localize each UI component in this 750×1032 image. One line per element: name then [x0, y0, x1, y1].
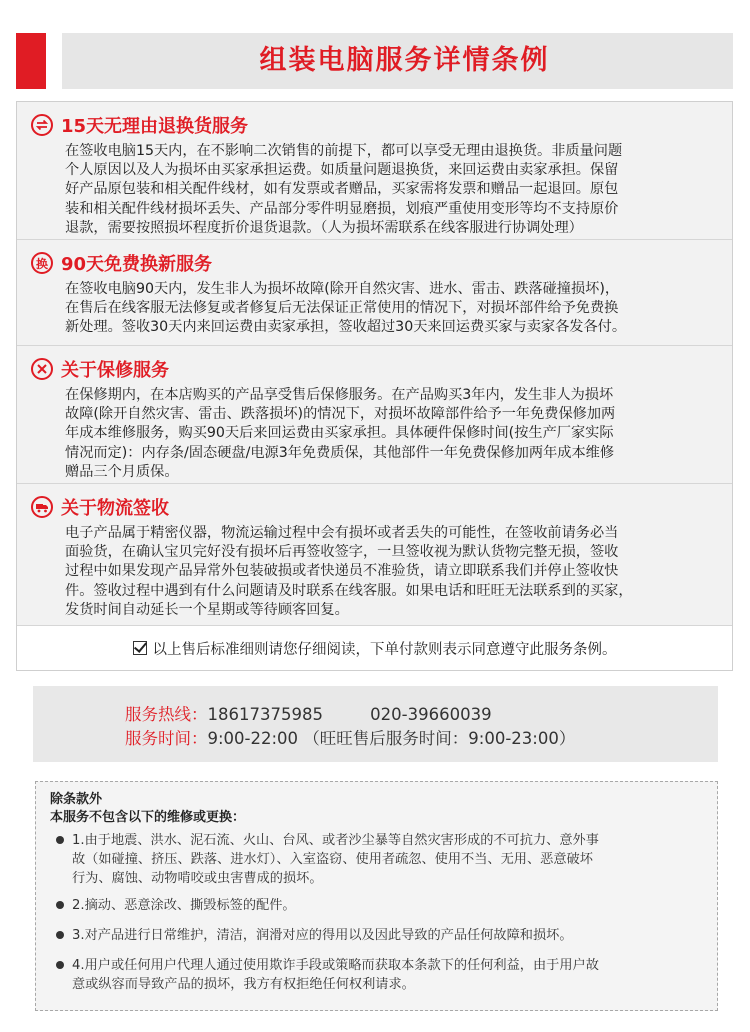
body-line: 过程中如果发现产品异常外包装破损或者快递员不准验货，请立即联系我们并停止签收快 [65, 563, 619, 580]
item-line: 故（如碰撞、挤压、跌落、进水灯）、入室盗窃、使用者疏忽、使用不当、无用、恶意破坏 [72, 852, 593, 867]
body-line: 在签收电脑90天内，发生非人为损坏故障(除开自然灾害、进水、雷击、跌落碰撞损坏)， [65, 281, 620, 297]
item-line: 4.用户或任何用户代理人通过使用欺诈手段或策略而获取本条款下的任何利益，由于用户故 [72, 958, 599, 973]
body-line: 年成本维修服务，购买90天后来回运费由买家承担。具体硬件保修时间(按生产厂家实际 [65, 425, 614, 442]
body-line: 面验货，在确认宝贝完好没有损坏后再签收签字，一旦签收视为默认货物完整无损，签收 [65, 544, 619, 561]
body-line: 退款，需要按照损坏程度折价退货退款。（人为损坏需联系在线客服进行协调处理） [65, 219, 583, 236]
section-title-row [31, 250, 212, 276]
body-line: 发货时间自动延长一个星期或等待顾客回复。 [65, 601, 349, 618]
section-title-row [31, 112, 248, 138]
page-header [16, 33, 733, 89]
bullet-icon [56, 901, 64, 909]
body-line: 在签收电脑15天内，在不影响二次销售的前提下，都可以享受无理由退换货。非质量问题 [65, 143, 623, 159]
header-accent-gap [46, 33, 62, 89]
page-title: 组装电脑服务详情条例 [259, 45, 550, 76]
section-replace-90-days [17, 240, 732, 346]
service-hotline-panel [33, 686, 718, 762]
exclusions-panel [35, 781, 718, 1011]
section-title: 关于物流签收 [61, 498, 169, 519]
body-line: 个人原因以及人为损坏由买家承担运费。如质量问题退换货，来回运费由卖家承担。保留 [65, 162, 619, 179]
section-body [65, 280, 718, 338]
hotline-numbers: 18617375985 020-39660039 [207, 705, 492, 724]
section-warranty [17, 346, 732, 484]
section-title: 关于保修服务 [61, 360, 169, 381]
body-line: 电子产品属于精密仪器，物流运输过程中会有损坏或者丢失的可能性，在签收前请务必当 [65, 525, 619, 541]
section-title-row [31, 494, 169, 520]
header-accent-bar [16, 33, 46, 89]
exclusion-item [72, 926, 703, 945]
checkbox-checked-icon [133, 641, 147, 655]
service-time-label: 服务时间： [125, 729, 208, 748]
agreement-text: 以上售后标准细则请您仔细阅读，下单付款则表示同意遵守此服务条例。 [152, 641, 617, 658]
swap-icon: 换 [31, 252, 53, 274]
terms-box [16, 101, 733, 671]
item-line: 3.对产品进行日常维护，清洁，润滑对应的得用以及因此导致的产品任何故障和损坏。 [72, 928, 573, 943]
bullet-icon [56, 836, 64, 844]
exclusions-subheading: 本服务不包含以下的维修或更换： [50, 810, 246, 825]
body-line: 装和相关配件线材损坏丢失、产品部分零件明显磨损，划痕严重使用变形等均不支持原价 [65, 200, 619, 217]
body-line: 故障(除开自然灾害、雷击、跌落损坏)的情况下，对损坏故障部件给予一年免费保修加两 [65, 406, 616, 423]
hotline-label: 服务热线： [125, 705, 208, 724]
exchange-icon [31, 114, 53, 136]
body-line: 好产品原包装和相关配件线材，如有发票或者赠品，买家需将发票和赠品一起退回。原包 [65, 181, 619, 198]
item-line: 意或纵容而导致产品的损坏，我方有权拒绝任何权利请求。 [72, 977, 415, 992]
section-return-15-days [17, 102, 732, 240]
service-time-values: 9:00-22:00 （旺旺售后服务时间：9:00-23:00） [207, 729, 576, 748]
truck-icon [31, 496, 53, 518]
body-line: 情况而定)：内存条/固态硬盘/电源3年免费质保，其他部件一年免费保修加两年成本维修 [65, 444, 615, 461]
body-line: 在保修期内，在本店购买的产品享受售后保修服务。在产品购买3年内，发生非人为损坏 [65, 387, 614, 403]
body-line: 新处理。签收30天内来回运费由卖家承担，签收超过30天来回运费买家与卖家各发各付。 [65, 319, 627, 336]
hotline-row [125, 704, 492, 726]
exclusion-item [72, 831, 703, 888]
exclusion-item [72, 956, 703, 994]
section-body [65, 386, 718, 482]
bullet-icon [56, 961, 64, 969]
agreement-notice [17, 626, 732, 670]
section-logistics [17, 484, 732, 626]
body-line: 赠品三个月质保。 [65, 463, 179, 480]
exclusions-heading: 除条款外 [50, 792, 103, 807]
item-line: 1.由于地震、洪水、泥石流、火山、台风、或者沙尘暴等自然灾害形成的不可抗力、意外事 [72, 833, 599, 848]
body-line: 件。签收过程中遇到有什么问题请及时联系在线客服。如果电话和旺旺无法联系到的买家， [65, 582, 633, 599]
exclusion-item [72, 896, 703, 915]
tools-icon [31, 358, 53, 380]
section-body [65, 524, 718, 620]
section-title: 90天免费换新服务 [61, 254, 213, 275]
item-line: 行为、腐蚀、动物啃咬或虫害曹成的损坏。 [72, 871, 323, 886]
service-time-row [125, 728, 575, 750]
section-title: 15天无理由退换货服务 [61, 116, 249, 137]
section-title-row [31, 356, 169, 382]
section-body [65, 142, 718, 238]
body-line: 在售后在线客服无法修复或者修复后无法保证正常使用的情况下，对损坏部件给予免费换 [65, 300, 619, 317]
item-line: 2.摘动、恶意涂改、撕毁标签的配件。 [72, 898, 296, 913]
bullet-icon [56, 931, 64, 939]
